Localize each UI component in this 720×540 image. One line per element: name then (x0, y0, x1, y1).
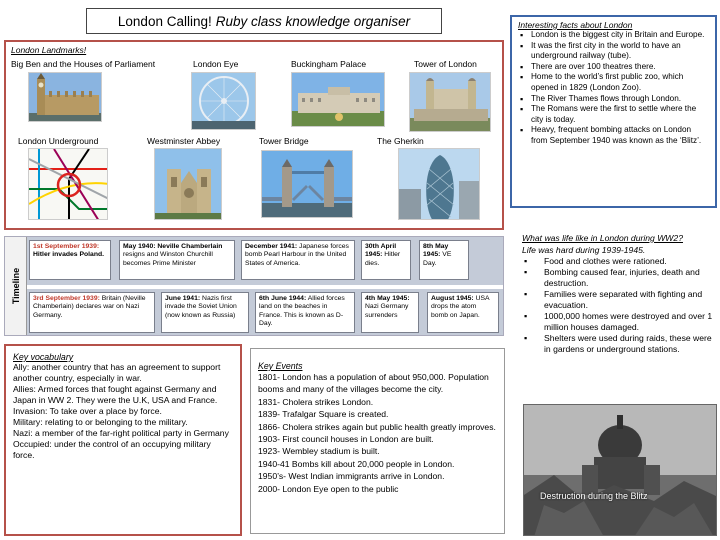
landmarks-panel (4, 40, 504, 230)
list-item: ▪ It was the first city in the world to have an underground railway (tube). (518, 41, 709, 62)
landmark-label-tower-bridge: Tower Bridge (259, 136, 309, 146)
landmark-label-gherkin: The Gherkin (377, 136, 424, 146)
title-main: London Calling! (117, 13, 212, 29)
title-subtitle: Ruby class knowledge organiser (215, 13, 411, 29)
timeline-label: Timeline (10, 267, 21, 305)
vocabulary-item: Ally: another country that has an agreement to support another country, especially in war. (13, 362, 221, 383)
timeline-event (119, 240, 235, 280)
timeline-event (161, 292, 249, 333)
list-item: ▪ 1000,000 homes were destroyed and over 1 million houses damaged. (522, 311, 718, 333)
facts-panel (510, 15, 717, 208)
list-item: ▪ There are over 100 theatres there. (518, 62, 709, 73)
timeline-event-date: May 1940: Neville Chamberlain (123, 243, 223, 250)
list-item: ▪ Families were separated with fighting and evacuation. (522, 289, 718, 311)
event-item: 2000- London Eye open to the public (258, 483, 399, 494)
westminster-abbey-image (154, 148, 222, 220)
timeline-event-date: 3rd September 1939: (33, 295, 100, 302)
key-events-heading: Key Events (258, 361, 303, 371)
timeline-event-text: Hitler dies. (365, 251, 401, 267)
event-item: 1866- Cholera strikes again but public health greatly improves. (258, 421, 496, 432)
landmark-label-tower-of-london: Tower of London (414, 59, 477, 69)
facts-heading: Interesting facts about London (518, 20, 633, 30)
london-eye-image (191, 72, 256, 130)
list-item: ▪ Food and clothes were rationed. (522, 256, 718, 267)
timeline-event (427, 292, 499, 333)
list-item: ▪ Shelters were used during raids, these were in gardens or underground stations. (522, 333, 718, 355)
timeline-event-text: VE Day. (423, 251, 452, 267)
life-subheading: Life was hard during 1939-1945. (522, 244, 646, 255)
landmarks-heading: London Landmarks! (11, 45, 87, 55)
list-item: ▪ Bombing caused fear, injuries, death and destruction. (522, 267, 718, 289)
timeline-event (361, 292, 419, 333)
landmark-label-westminster-abbey: Westminster Abbey (147, 136, 221, 146)
timeline-event-date: June 1941: (165, 295, 201, 302)
big-ben-image (28, 72, 102, 122)
event-item: 1801- London has a population of about 950,000. Population booms and many of the villages become the city. (258, 372, 489, 395)
vocabulary-item: Nazi: a member of the far-right political party in Germany (13, 428, 229, 438)
timeline-event-text: resigns and Winston Churchill becomes Prime Minister (123, 251, 213, 267)
list-item: ▪ Home to the world’s first public zoo, which opened in 1829 (London Zoo). (518, 72, 709, 93)
blitz-image (524, 405, 717, 536)
timeline-event (29, 240, 111, 280)
gherkin-image (398, 148, 480, 220)
list-item: ▪ London is the biggest city in Britain and Europe. (518, 30, 709, 41)
timeline-line (27, 285, 503, 289)
vocabulary-item: Military: relating to or belonging to the military. (13, 417, 188, 427)
landmark-label-underground: London Underground (18, 136, 99, 146)
list-item: ▪ The Romans were the first to settle where the city is today. (518, 104, 709, 125)
timeline-event-text: Allied forces land on the beaches in France. This is known as D-Day. (259, 295, 345, 328)
landmark-label-big-ben: Big Ben and the Houses of Parliament (11, 59, 156, 69)
blitz-photo (523, 404, 717, 536)
timeline-panel (4, 236, 504, 336)
timeline-event-date: August 1945: (431, 295, 474, 302)
life-list (522, 256, 718, 355)
timeline-event-date: 8th May 1945: (423, 243, 449, 259)
event-item: 1903- First council houses in London are built. (258, 434, 434, 445)
timeline-event (241, 240, 355, 280)
timeline-side-label (5, 237, 27, 335)
timeline-event-date: 6th June 1944: (259, 295, 307, 302)
timeline-event-text: Nazis first invade the Soviet Union (now known as Russia) (165, 295, 237, 319)
event-item: 1950’s- West Indian immigrants arrive in London. (258, 471, 445, 482)
landmark-label-london-eye: London Eye (193, 59, 239, 69)
timeline-event-date: 1st September 1939: (33, 243, 100, 250)
event-item: 1940-41 Bombs kill about 20,000 people in London. (258, 458, 455, 469)
vocabulary-panel (4, 344, 242, 536)
blitz-caption: Destruction during the Blitz (540, 491, 648, 501)
timeline-event-text: Hitler invades Poland. (33, 251, 105, 259)
timeline-event (361, 240, 411, 280)
timeline-event-date: December 1941: (245, 243, 298, 250)
underground-map-image (28, 148, 108, 220)
life-ww2-panel (522, 233, 718, 403)
landmark-label-buckingham-palace: Buckingham Palace (291, 59, 367, 69)
buckingham-palace-image (291, 72, 385, 127)
title-banner (86, 8, 442, 34)
vocabulary-item: Allies: Armed forces that fought against Germany and Japan in WW 2. They were the U.K, USA and France. (13, 384, 218, 405)
timeline-event (255, 292, 355, 333)
timeline-event-date: 30th April 1945: (365, 243, 397, 259)
vocabulary-heading: Key vocabulary (13, 352, 74, 362)
vocabulary-item: Occupied: under the control of an occupying military force. (13, 439, 211, 460)
event-item: 1831- Cholera strikes London. (258, 396, 374, 407)
key-events-panel (250, 348, 505, 534)
event-item: 1923- Wembley stadium is built. (258, 446, 380, 457)
timeline-event (419, 240, 469, 280)
tower-of-london-image (409, 72, 491, 132)
timeline-event-text: USA drops the atom bomb on Japan. (431, 295, 490, 319)
list-item: ▪ The River Thames flows through London. (518, 94, 709, 105)
list-item: ▪ Heavy, frequent bombing attacks on London from September 1940 was known as the ‘Blitz’. (518, 125, 709, 146)
timeline-event-text: Japanese forces bomb Pearl Harbour in the United States of America. (245, 243, 349, 267)
facts-list (518, 30, 709, 147)
event-item: 1839- Trafalgar Square is created. (258, 409, 389, 420)
vocabulary-item: Invasion: To take over a place by force. (13, 406, 162, 416)
timeline-event-text: Britain (Neville Chamberlain) declares war on Nazi Germany. (33, 295, 146, 319)
timeline-event-text: Nazi Germany surrenders (365, 303, 409, 319)
timeline-event-date: 4th May 1945: (365, 295, 410, 302)
life-heading: What was life like in London during WW2? (522, 233, 683, 243)
timeline-event (29, 292, 155, 333)
tower-bridge-image (261, 150, 353, 218)
